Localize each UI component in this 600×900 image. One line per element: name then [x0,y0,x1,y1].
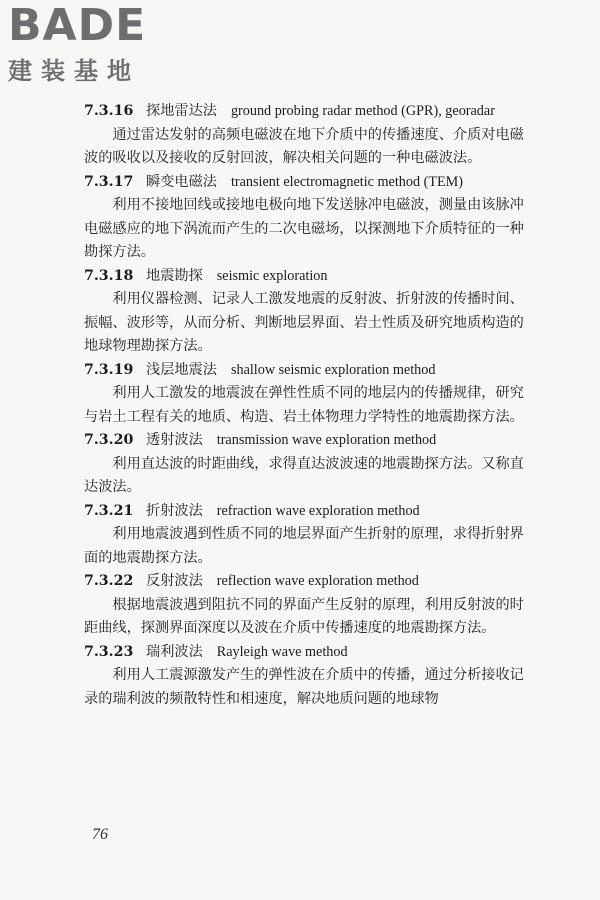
entry-number: 7.3.21 [84,502,134,519]
entry-heading [84,500,532,524]
entry-7-3-23 [84,641,532,712]
entry-7-3-21 [84,500,532,571]
logo-cjk-text: 建装基地 [8,57,140,85]
entry-7-3-19 [84,359,532,430]
entry-number: 7.3.23 [84,643,134,660]
entry-term: 瑞利波法 [146,643,203,660]
entry-definition: 通过雷达发射的高频电磁波在地下介质中的传播速度、介质对电磁波的吸收以及接收的反射回波，解决相关问题的一种电磁波法。 [84,126,524,166]
entry-number: 7.3.19 [84,361,134,378]
entry-heading [84,359,532,383]
entry-term: 反射波法 [146,573,203,589]
entry-7-3-20 [84,429,532,500]
entry-heading [84,641,532,665]
entry-definition: 利用不接地回线或接地电极向地下发送脉冲电磁波，测量由该脉冲电磁感应的地下涡流而产生的二次电磁场，以探测地下介质特征的一种勘探方法。 [84,197,524,260]
entry-7-3-16 [84,100,532,171]
entry-definition: 利用人工激发的地震波在弹性性质不同的地层内的传播规律，研究与岩土工程有关的地质、构造、岩土体物理力学特性的地震勘探方法。 [84,385,524,425]
entry-term: 浅层地震法 [146,361,217,378]
entry-heading [84,265,532,289]
entry-english: transient electromagnetic method (TEM) [230,173,463,190]
entry-number: 7.3.17 [84,173,134,190]
entry-term: 透射波法 [146,432,203,448]
entry-english: shallow seismic exploration method [230,361,436,378]
entry-english: reflection wave exploration method [216,573,419,589]
entry-term: 折射波法 [146,502,203,519]
page-body [84,100,532,711]
entry-number: 7.3.18 [84,267,134,284]
entry-english: transmission wave exploration method [216,432,437,448]
entry-definition: 利用地震波遇到性质不同的地层界面产生折射的原理，求得折射界面的地震勘探方法。 [84,526,524,566]
entry-english: refraction wave exploration method [216,502,420,519]
entry-english: seismic exploration [216,267,328,284]
entry-term: 地震勘探 [146,267,203,284]
entry-7-3-18 [84,265,532,359]
entry-heading [84,429,532,453]
entry-heading [84,171,532,195]
entry-number: 7.3.16 [84,103,134,119]
entry-term: 瞬变电磁法 [146,173,217,190]
entry-number: 7.3.20 [84,432,134,448]
entry-7-3-17 [84,171,532,265]
logo-wordmark: BADE [8,0,147,51]
entry-7-3-22 [84,570,532,641]
entry-number: 7.3.22 [84,573,134,589]
entry-definition: 利用仪器检测、记录人工激发地震的反射波、折射波的传播时间、振幅、波形等，从而分析、判断地层界面、岩土性质及研究地质构造的地球物理勘探方法。 [84,291,524,354]
entry-definition: 利用人工震源激发产生的弹性波在介质中的传播，通过分析接收记录的瑞利波的频散特性和相速度，解决地质问题的地球物 [84,667,524,707]
entry-english: ground probing radar method (GPR), georadar [230,103,495,119]
entry-term: 探地雷达法 [146,103,217,119]
entry-heading [84,570,532,594]
bade-logo [8,0,178,88]
entry-definition: 根据地震波遇到阻抗不同的界面产生反射的原理，利用反射波的时距曲线，探测界面深度以及波在介质中传播速度的地震勘探方法。 [84,596,524,636]
entry-english: Rayleigh wave method [216,643,348,660]
entry-heading [84,100,532,124]
entry-definition: 利用直达波的时距曲线，求得直达波波速的地震勘探方法。又称直达波法。 [84,455,524,495]
page-number: 76 [92,826,108,843]
